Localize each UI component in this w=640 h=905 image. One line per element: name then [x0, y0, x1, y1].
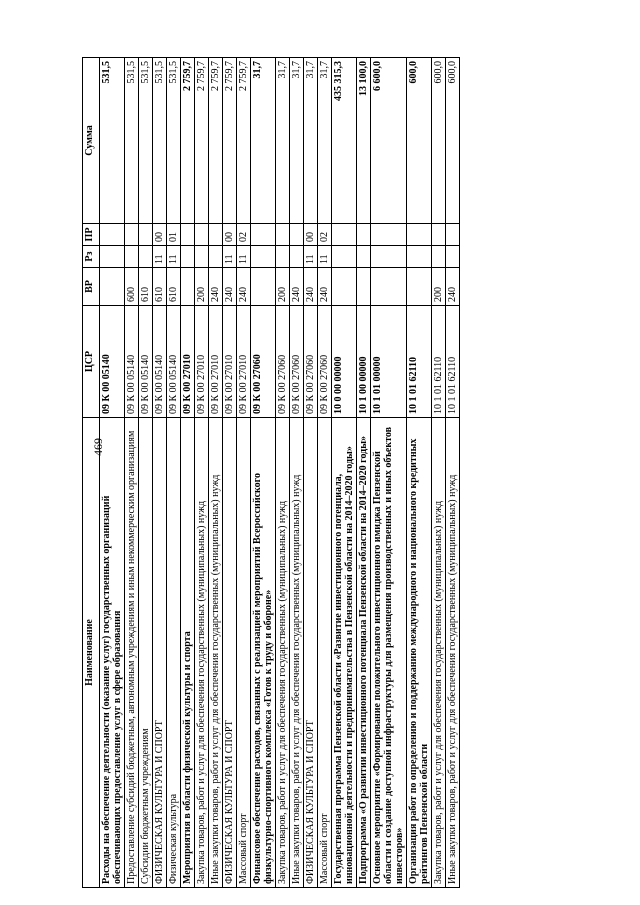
cell-name: Предоставление субсидий бюджетным, автономным учреждениям и иным некоммерческим организациям: [125, 418, 139, 888]
table-row: [357, 58, 371, 888]
header-vr: ВР: [83, 268, 100, 306]
cell-vr: 600: [125, 268, 139, 306]
cell-rz: [371, 246, 407, 268]
cell-pr: [139, 224, 153, 246]
cell-pr: [251, 224, 276, 246]
cell-sum: 531,5: [100, 58, 125, 224]
cell-pr: 02: [237, 224, 251, 246]
cell-pr: 01: [167, 224, 181, 246]
cell-pr: [290, 224, 304, 246]
cell-name: Расходы на обеспечение деятельности (оказание услуг) государственных организаций обеспечивающих предоставление услуг в сфере образования: [100, 418, 125, 888]
cell-name: Иные закупки товаров, работ и услуг для обеспечения государственных (муниципальных) нужд: [290, 418, 304, 888]
cell-sum: 531,5: [153, 58, 167, 224]
cell-vr: 200: [432, 268, 446, 306]
cell-vr: 610: [139, 268, 153, 306]
table-row: [332, 58, 357, 888]
cell-rz: 11: [318, 246, 332, 268]
table-row: [371, 58, 407, 888]
cell-name: Закупка товаров, работ и услуг для обеспечения государственных (муниципальных) нужд: [432, 418, 446, 888]
table-row: [209, 58, 223, 888]
table-row: [276, 58, 290, 888]
cell-name: Подпрограмма «О развитии инвестиционного потенциала Пензенской области на 2014–2020 годы»: [357, 418, 371, 888]
cell-rz: [432, 246, 446, 268]
cell-vr: [181, 268, 195, 306]
cell-pr: [181, 224, 195, 246]
cell-name: Иные закупки товаров, работ и услуг для обеспечения государственных (муниципальных) нужд: [209, 418, 223, 888]
cell-csr: 09 К 00 27010: [209, 306, 223, 418]
cell-name: Закупка товаров, работ и услуг для обеспечения государственных (муниципальных) нужд: [276, 418, 290, 888]
cell-name: ФИЗИЧЕСКАЯ КУЛЬТУРА И СПОРТ: [304, 418, 318, 888]
cell-name: Основное мероприятие «Формирование положительного инвестиционного имиджа Пензенской области и создание доступной инфраструктуры для размещения производственных и иных объектов инвесторов»: [371, 418, 407, 888]
cell-name: ФИЗИЧЕСКАЯ КУЛЬТУРА И СПОРТ: [223, 418, 237, 888]
cell-pr: 00: [223, 224, 237, 246]
cell-rz: [290, 246, 304, 268]
cell-csr: 09 К 00 05140: [153, 306, 167, 418]
cell-pr: [332, 224, 357, 246]
cell-csr: 10 1 01 62110: [407, 306, 432, 418]
cell-csr: 10 1 01 62110: [446, 306, 460, 418]
header-pr: ПР: [83, 224, 100, 246]
cell-sum: 2 759,7: [209, 58, 223, 224]
cell-vr: 240: [318, 268, 332, 306]
table-row: [223, 58, 237, 888]
cell-vr: [251, 268, 276, 306]
table-header-row: [83, 58, 100, 888]
cell-sum: 31,7: [290, 58, 304, 224]
table-row: [304, 58, 318, 888]
table-row: [167, 58, 181, 888]
cell-vr: [357, 268, 371, 306]
cell-csr: 10 0 00 00000: [332, 306, 357, 418]
cell-csr: 09 К 00 27060: [276, 306, 290, 418]
cell-name: ФИЗИЧЕСКАЯ КУЛЬТУРА И СПОРТ: [153, 418, 167, 888]
table-row: [407, 58, 432, 888]
cell-pr: [432, 224, 446, 246]
cell-name: Закупка товаров, работ и услуг для обеспечения государственных (муниципальных) нужд: [195, 418, 209, 888]
cell-name: Организация работ по определению и поддержанию международного и национального кредитных рейтингов Пензенской области: [407, 418, 432, 888]
cell-pr: [100, 224, 125, 246]
cell-vr: [332, 268, 357, 306]
table-row: [290, 58, 304, 888]
cell-name: Иные закупки товаров, работ и услуг для обеспечения государственных (муниципальных) нужд: [446, 418, 460, 888]
cell-name: Массовый спорт: [237, 418, 251, 888]
cell-pr: [195, 224, 209, 246]
cell-rz: 11: [304, 246, 318, 268]
cell-sum: 2 759,7: [195, 58, 209, 224]
cell-pr: 00: [304, 224, 318, 246]
cell-pr: [125, 224, 139, 246]
cell-vr: [100, 268, 125, 306]
cell-pr: [371, 224, 407, 246]
cell-sum: 2 759,7: [181, 58, 195, 224]
cell-csr: 09 К 00 05140: [125, 306, 139, 418]
cell-vr: [371, 268, 407, 306]
cell-vr: 240: [237, 268, 251, 306]
cell-sum: 6 600,0: [371, 58, 407, 224]
cell-sum: 31,7: [251, 58, 276, 224]
cell-csr: 09 К 00 27060: [290, 306, 304, 418]
cell-sum: 600,0: [446, 58, 460, 224]
cell-sum: 2 759,7: [237, 58, 251, 224]
cell-vr: 610: [167, 268, 181, 306]
cell-name: Государственная программа Пензенской области «Развитие инвестиционного потенциала, инновационной деятельности и предпринимательства в Пензенской области на 2014–2020 годы»: [332, 418, 357, 888]
table-row: [446, 58, 460, 888]
cell-pr: [357, 224, 371, 246]
cell-sum: 531,5: [125, 58, 139, 224]
cell-csr: 09 К 00 27010: [223, 306, 237, 418]
cell-rz: [209, 246, 223, 268]
cell-rz: 11: [223, 246, 237, 268]
cell-rz: [125, 246, 139, 268]
table-row: [432, 58, 446, 888]
cell-rz: [181, 246, 195, 268]
cell-name: Массовый спорт: [318, 418, 332, 888]
header-name: Наименование: [83, 418, 100, 888]
cell-pr: [407, 224, 432, 246]
cell-rz: [357, 246, 371, 268]
cell-sum: 31,7: [304, 58, 318, 224]
cell-csr: 10 1 01 00000: [371, 306, 407, 418]
header-rz: Рз: [83, 246, 100, 268]
cell-vr: 240: [223, 268, 237, 306]
cell-csr: 09 К 00 05140: [139, 306, 153, 418]
cell-rz: 11: [237, 246, 251, 268]
header-sum: Сумма: [83, 58, 100, 224]
cell-rz: [251, 246, 276, 268]
budget-table: [82, 57, 460, 888]
table-row: [195, 58, 209, 888]
cell-name: Мероприятия в области физической культуры и спорта: [181, 418, 195, 888]
cell-vr: 200: [276, 268, 290, 306]
table-row: [100, 58, 125, 888]
cell-csr: 09 К 00 27010: [195, 306, 209, 418]
cell-rz: [139, 246, 153, 268]
cell-csr: 09 К 00 27010: [237, 306, 251, 418]
cell-vr: 610: [153, 268, 167, 306]
cell-sum: 600,0: [407, 58, 432, 224]
cell-sum: 13 100,0: [357, 58, 371, 224]
cell-csr: 10 1 01 62110: [432, 306, 446, 418]
cell-csr: 09 К 00 27060: [318, 306, 332, 418]
cell-vr: 240: [209, 268, 223, 306]
rotated-table-frame: [82, 58, 580, 888]
cell-csr: 09 К 00 27060: [304, 306, 318, 418]
cell-sum: 435 315,3: [332, 58, 357, 224]
cell-pr: [276, 224, 290, 246]
cell-rz: [100, 246, 125, 268]
cell-rz: [407, 246, 432, 268]
cell-rz: [276, 246, 290, 268]
cell-csr: 09 К 00 27060: [251, 306, 276, 418]
header-csr: ЦСР: [83, 306, 100, 418]
cell-name: Финансовое обеспечение расходов, связанных с реализацией мероприятий Всероссийского физкультурно-спортивного комплекса «Готов к труду и обороне»: [251, 418, 276, 888]
cell-vr: 240: [290, 268, 304, 306]
cell-rz: [195, 246, 209, 268]
table-row: [125, 58, 139, 888]
rotated-table-inner: [82, 58, 580, 888]
cell-pr: 00: [153, 224, 167, 246]
cell-pr: [209, 224, 223, 246]
table-row: [251, 58, 276, 888]
cell-vr: 200: [195, 268, 209, 306]
table-row: [153, 58, 167, 888]
cell-vr: 240: [446, 268, 460, 306]
cell-rz: [332, 246, 357, 268]
cell-csr: 09 К 00 27010: [181, 306, 195, 418]
cell-csr: 10 1 00 00000: [357, 306, 371, 418]
table-body: [100, 58, 460, 888]
page-number: 469: [91, 438, 105, 456]
cell-pr: 02: [318, 224, 332, 246]
table-row: [318, 58, 332, 888]
cell-rz: 11: [153, 246, 167, 268]
cell-sum: 531,5: [167, 58, 181, 224]
cell-vr: 240: [304, 268, 318, 306]
table-row: [139, 58, 153, 888]
cell-sum: 531,5: [139, 58, 153, 224]
cell-sum: 31,7: [318, 58, 332, 224]
cell-csr: 09 К 00 05140: [100, 306, 125, 418]
cell-rz: 11: [167, 246, 181, 268]
cell-sum: 600,0: [432, 58, 446, 224]
table-row: [237, 58, 251, 888]
table-row: [181, 58, 195, 888]
cell-csr: 09 К 00 05140: [167, 306, 181, 418]
cell-name: Физическая культура: [167, 418, 181, 888]
cell-rz: [446, 246, 460, 268]
cell-name: Субсидии бюджетным учреждениям: [139, 418, 153, 888]
cell-sum: 31,7: [276, 58, 290, 224]
cell-pr: [446, 224, 460, 246]
cell-vr: [407, 268, 432, 306]
cell-sum: 2 759,7: [223, 58, 237, 224]
